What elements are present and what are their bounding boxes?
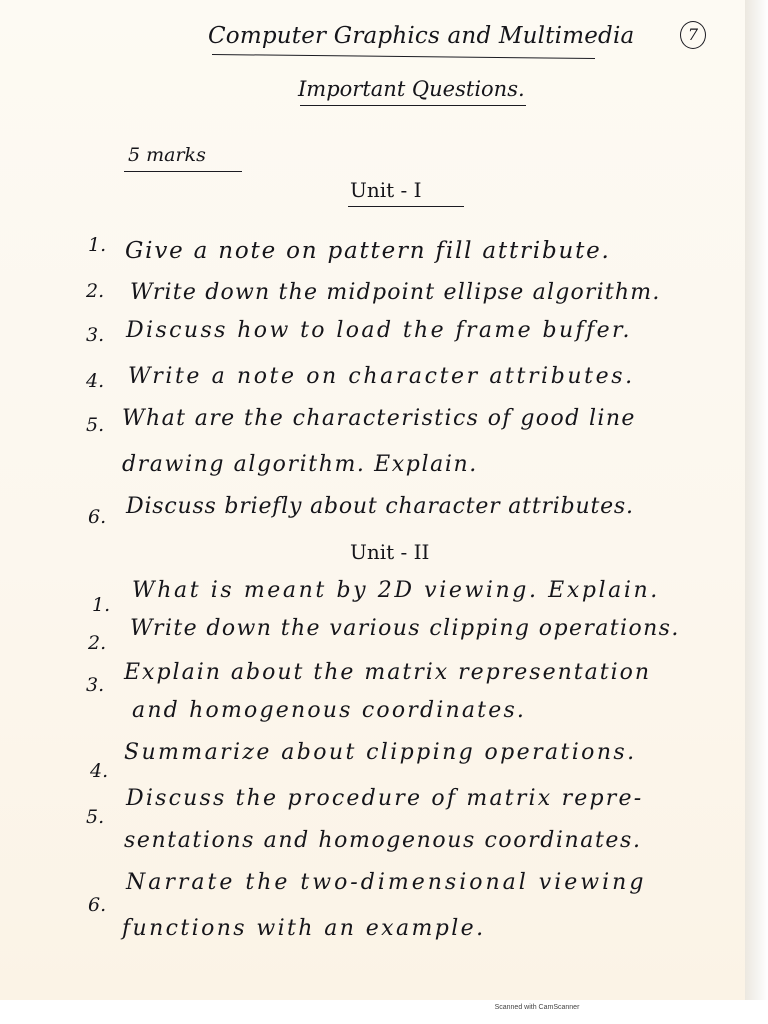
page-title: Computer Graphics and Multimedia: [208, 23, 635, 49]
question-number: 1.: [92, 594, 111, 616]
question-text: Narrate the two-dimensional viewing: [126, 870, 647, 895]
question-text-continuation: and homogenous coordinates.: [132, 698, 527, 723]
question-text: Write a note on character attributes.: [128, 364, 635, 389]
marks-label: 5 marks: [128, 144, 206, 166]
question-text: Discuss the procedure of matrix repre-: [126, 786, 644, 811]
unit-heading: Unit - II: [350, 540, 430, 564]
question-number: 3.: [86, 324, 105, 346]
question-text-continuation: functions with an example.: [122, 916, 486, 941]
question-number: 2.: [86, 280, 105, 302]
question-text: What is meant by 2D viewing. Explain.: [132, 578, 660, 603]
subtitle-underline: [300, 105, 526, 106]
question-number: 4.: [90, 760, 109, 782]
question-number: 3.: [86, 674, 105, 696]
marks-underline: [124, 171, 242, 172]
question-number: 1.: [88, 234, 107, 256]
question-text-continuation: sentations and homogenous coordinates.: [124, 828, 642, 853]
question-text-continuation: drawing algorithm. Explain.: [122, 452, 478, 477]
question-text: Discuss how to load the frame buffer.: [126, 318, 632, 343]
question-number: 5.: [86, 806, 105, 828]
question-text: Write down the midpoint ellipse algorithm.: [130, 280, 661, 305]
question-text: Summarize about clipping operations.: [124, 740, 637, 765]
page-subtitle: Important Questions.: [298, 77, 525, 101]
unit-heading-underline: [348, 206, 464, 207]
question-number: 4.: [86, 370, 105, 392]
question-text: Explain about the matrix representation: [124, 660, 652, 685]
question-text: What are the characteristics of good line: [122, 406, 636, 431]
page-number: 7: [680, 21, 706, 49]
question-text: Write down the various clipping operations.: [130, 616, 680, 641]
question-number: 6.: [88, 506, 107, 528]
question-number: 5.: [86, 414, 105, 436]
question-text: Give a note on pattern fill attribute.: [125, 238, 611, 264]
question-number: 6.: [88, 894, 107, 916]
scanner-watermark: Scanned with CamScanner: [494, 1004, 580, 1011]
question-text: Discuss briefly about character attributes.: [126, 494, 634, 519]
paper-edge-shadow: [745, 0, 768, 1000]
unit-heading: Unit - I: [350, 178, 422, 202]
question-number: 2.: [88, 632, 107, 654]
